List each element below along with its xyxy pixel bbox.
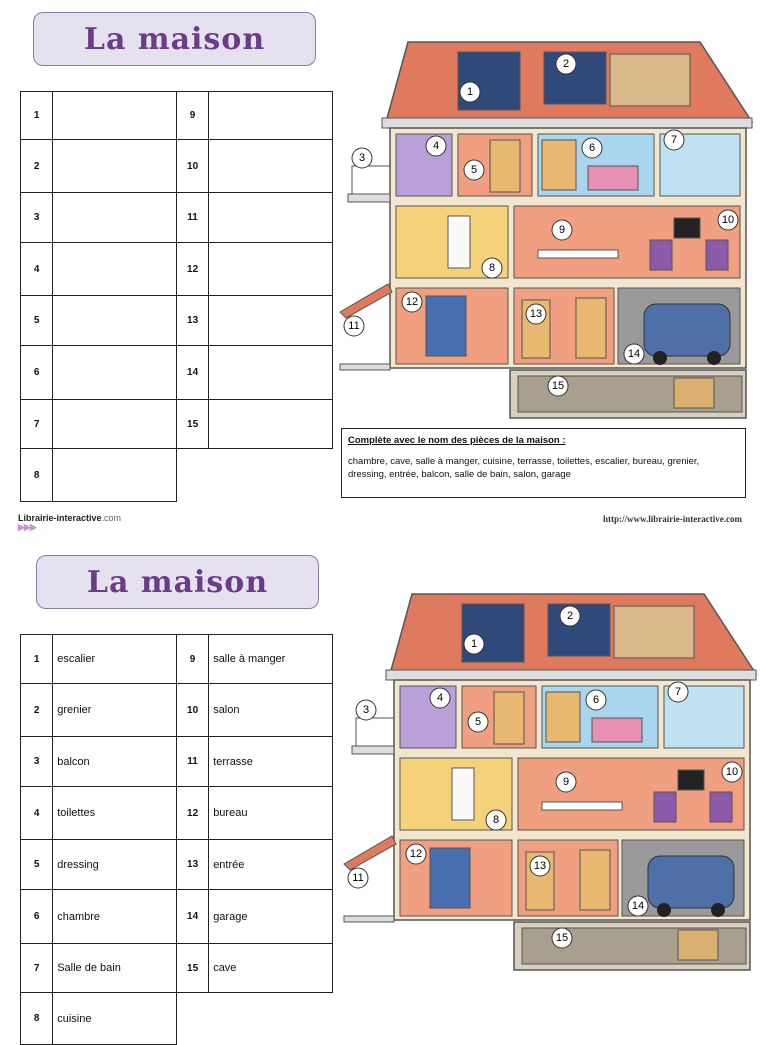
- num: 13: [176, 296, 208, 346]
- answer-word: cave: [209, 944, 333, 993]
- blank-answer[interactable]: [53, 193, 177, 243]
- num: 12: [176, 787, 208, 840]
- house-label: 14: [627, 348, 641, 360]
- house-label: 1: [466, 86, 474, 98]
- num: 13: [176, 840, 208, 890]
- house-illustration: [338, 36, 758, 420]
- house-label: 7: [674, 686, 682, 698]
- num: 4: [21, 787, 53, 840]
- answers-title: La maison: [86, 564, 269, 600]
- house-label: 10: [721, 214, 735, 226]
- word-list: chambre, cave, salle à manger, cuisine, terrasse, toilettes, escalier, bureau, grenier, dressing, entrée, balcon, salle de bain, salon, garage: [348, 456, 700, 480]
- num: 1: [21, 635, 53, 684]
- answer-word: escalier: [53, 635, 177, 684]
- blank-answer[interactable]: [53, 296, 177, 346]
- num: 7: [21, 944, 53, 993]
- answer-word: dressing: [53, 840, 177, 890]
- num: 14: [176, 346, 208, 400]
- house-label: 15: [555, 932, 569, 944]
- num: 7: [21, 400, 53, 449]
- house-label: 3: [358, 152, 366, 164]
- num: 12: [176, 243, 208, 296]
- house-label: 6: [588, 142, 596, 154]
- house-label: 2: [566, 610, 574, 622]
- house-label: 6: [592, 694, 600, 706]
- house-label: 14: [631, 900, 645, 912]
- house-label: 8: [488, 262, 496, 274]
- num: 9: [176, 92, 208, 140]
- house-label: 13: [529, 308, 543, 320]
- answer-word: grenier: [53, 684, 177, 737]
- site-url[interactable]: http://www.librairie-interactive.com: [603, 514, 742, 524]
- house-label: 11: [352, 872, 364, 884]
- logo: [18, 513, 121, 533]
- answer-word: entrée: [209, 840, 333, 890]
- num: 1: [21, 92, 53, 140]
- house-label: 1: [470, 638, 478, 650]
- answer-word: toilettes: [53, 787, 177, 840]
- num: 14: [176, 890, 208, 944]
- worksheet-table: [20, 91, 333, 502]
- blank-answer[interactable]: [53, 346, 177, 400]
- house-label: 4: [436, 692, 444, 704]
- num: 5: [21, 840, 53, 890]
- blank-answer[interactable]: [209, 140, 333, 193]
- blank-answer[interactable]: [53, 449, 177, 502]
- blank-answer[interactable]: [209, 92, 333, 140]
- blank-answer[interactable]: [209, 400, 333, 449]
- num: 2: [21, 140, 53, 193]
- num: 8: [21, 993, 53, 1045]
- num: 10: [176, 684, 208, 737]
- blank-answer[interactable]: [209, 296, 333, 346]
- num: 15: [176, 944, 208, 993]
- blank-answer[interactable]: [53, 400, 177, 449]
- num: 2: [21, 684, 53, 737]
- answers-table: [20, 634, 333, 1045]
- answer-word: Salle de bain: [53, 944, 177, 993]
- num: 4: [21, 243, 53, 296]
- house-label: 13: [533, 860, 547, 872]
- house-label: 10: [725, 766, 739, 778]
- house-label: 4: [432, 140, 440, 152]
- num: 6: [21, 890, 53, 944]
- answer-word: balcon: [53, 737, 177, 787]
- logo-name: Librairie-interactive: [18, 513, 102, 523]
- blank-answer[interactable]: [53, 92, 177, 140]
- house-label: 8: [492, 814, 500, 826]
- house-label: 11: [348, 320, 360, 332]
- worksheet-title: La maison: [83, 21, 266, 57]
- worksheet-title-box: [33, 12, 316, 66]
- house-label: 12: [409, 848, 423, 860]
- answer-word: salle à manger: [209, 635, 333, 684]
- blank-answer[interactable]: [209, 243, 333, 296]
- house-label: 15: [551, 380, 565, 392]
- num: 3: [21, 737, 53, 787]
- num: 11: [176, 193, 208, 243]
- house-label: 9: [562, 776, 570, 788]
- num: 9: [176, 635, 208, 684]
- num: 8: [21, 449, 53, 502]
- num: 10: [176, 140, 208, 193]
- house-label: 5: [474, 716, 482, 728]
- blank-answer[interactable]: [209, 193, 333, 243]
- blank-answer[interactable]: [209, 346, 333, 400]
- answer-word: bureau: [209, 787, 333, 840]
- answer-word: cuisine: [53, 993, 177, 1045]
- house-label: 9: [558, 224, 566, 236]
- logo-suffix: .com: [101, 513, 122, 523]
- house-label: 7: [670, 134, 678, 146]
- answer-word: garage: [209, 890, 333, 944]
- house-label: 3: [362, 704, 370, 716]
- answer-word: chambre: [53, 890, 177, 944]
- num: 5: [21, 296, 53, 346]
- answers-title-box: [36, 555, 319, 609]
- num: 6: [21, 346, 53, 400]
- house-illustration-answers: [342, 588, 762, 972]
- answer-word: terrasse: [209, 737, 333, 787]
- logo-arrows-icon: ▶▶▶: [18, 522, 36, 532]
- answer-word: salon: [209, 684, 333, 737]
- house-label: 2: [562, 58, 570, 70]
- house-label: 5: [470, 164, 478, 176]
- num: 3: [21, 193, 53, 243]
- blank-answer[interactable]: [53, 140, 177, 193]
- instruction-box: [341, 428, 746, 498]
- blank-answer[interactable]: [53, 243, 177, 296]
- num: 11: [176, 737, 208, 787]
- instruction-heading: Complète avec le nom des pièces de la maison :: [348, 435, 566, 446]
- num: 15: [176, 400, 208, 449]
- house-label: 12: [405, 296, 419, 308]
